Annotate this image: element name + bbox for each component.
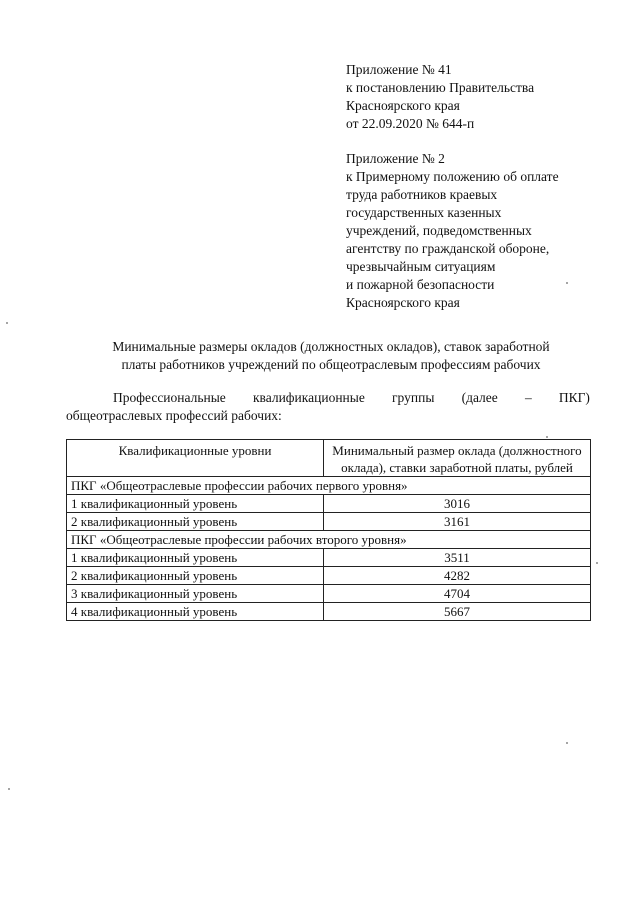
- intro-line-justified: [66, 389, 590, 407]
- table-header-row: [67, 440, 591, 477]
- document-title: [66, 338, 596, 374]
- table-row: [67, 495, 591, 513]
- salary-cell: 3016: [324, 495, 591, 513]
- appendix-main-line: от 22.09.2020 № 644-п: [346, 116, 475, 131]
- appendix-sub-line: и пожарной безопасности: [346, 277, 495, 292]
- salary-table: [66, 439, 591, 621]
- salary-cell: 5667: [324, 603, 591, 621]
- appendix-sub-line: агентству по гражданской обороне,: [346, 241, 550, 256]
- scan-speck: [6, 322, 8, 324]
- scan-speck: [566, 282, 568, 284]
- table-row: [67, 603, 591, 621]
- header-qualification-levels: Квалификационные уровни: [67, 440, 324, 477]
- intro-paragraph: [66, 389, 590, 425]
- table-row: [67, 549, 591, 567]
- appendix-sub-line: государственных казенных: [346, 205, 502, 220]
- appendix-sub-line: Красноярского края: [346, 295, 460, 310]
- group-row: [67, 477, 591, 495]
- table-row: [67, 513, 591, 531]
- appendix-sub-line: труда работников краевых: [346, 187, 498, 202]
- title-line: Минимальные размеры окладов (должностных окладов), ставок заработной: [112, 339, 550, 354]
- salary-cell: 4704: [324, 585, 591, 603]
- title-line: платы работников учреждений по общеотраслевым профессиям рабочих: [121, 357, 541, 372]
- appendix-main-line: Приложение № 41: [346, 62, 452, 77]
- group-name: ПКГ «Общеотраслевые профессии рабочих первого уровня»: [67, 477, 591, 495]
- appendix-sub-block: [346, 150, 616, 312]
- appendix-sub-line: учреждений, подведомственных: [346, 223, 532, 238]
- group-name: ПКГ «Общеотраслевые профессии рабочих второго уровня»: [67, 531, 591, 549]
- salary-cell: 4282: [324, 567, 591, 585]
- table-row: [67, 585, 591, 603]
- appendix-main-line: Красноярского края: [346, 98, 460, 113]
- appendix-sub-line: Приложение № 2: [346, 151, 445, 166]
- intro-word: квалификационные: [252, 390, 365, 405]
- level-cell: 3 квалификационный уровень: [67, 585, 324, 603]
- intro-word: –: [524, 390, 532, 405]
- intro-word: (далее: [461, 390, 498, 405]
- salary-cell: 3161: [324, 513, 591, 531]
- group-row: [67, 531, 591, 549]
- level-cell: 2 квалификационный уровень: [67, 513, 324, 531]
- intro-word: ПКГ): [558, 390, 590, 405]
- level-cell: 1 квалификационный уровень: [67, 495, 324, 513]
- scan-speck: [566, 742, 568, 744]
- level-cell: 2 квалификационный уровень: [67, 567, 324, 585]
- header-minimum-salary: Минимальный размер оклада (должностного оклада), ставки заработной платы, рублей: [324, 440, 591, 477]
- appendix-sub-line: чрезвычайным ситуациям: [346, 259, 496, 274]
- scan-speck: [596, 562, 598, 564]
- appendix-sub-line: к Примерному положению об оплате: [346, 169, 559, 184]
- appendix-main-block: [346, 61, 616, 133]
- level-cell: 4 квалификационный уровень: [67, 603, 324, 621]
- level-cell: 1 квалификационный уровень: [67, 549, 324, 567]
- intro-word: Профессиональные: [113, 390, 226, 405]
- table-row: [67, 567, 591, 585]
- salary-cell: 3511: [324, 549, 591, 567]
- scan-speck: [546, 436, 548, 438]
- scan-speck: [8, 788, 10, 790]
- intro-word: группы: [392, 390, 435, 405]
- appendix-main-line: к постановлению Правительства: [346, 80, 535, 95]
- intro-line: общеотраслевых профессий рабочих:: [66, 408, 282, 423]
